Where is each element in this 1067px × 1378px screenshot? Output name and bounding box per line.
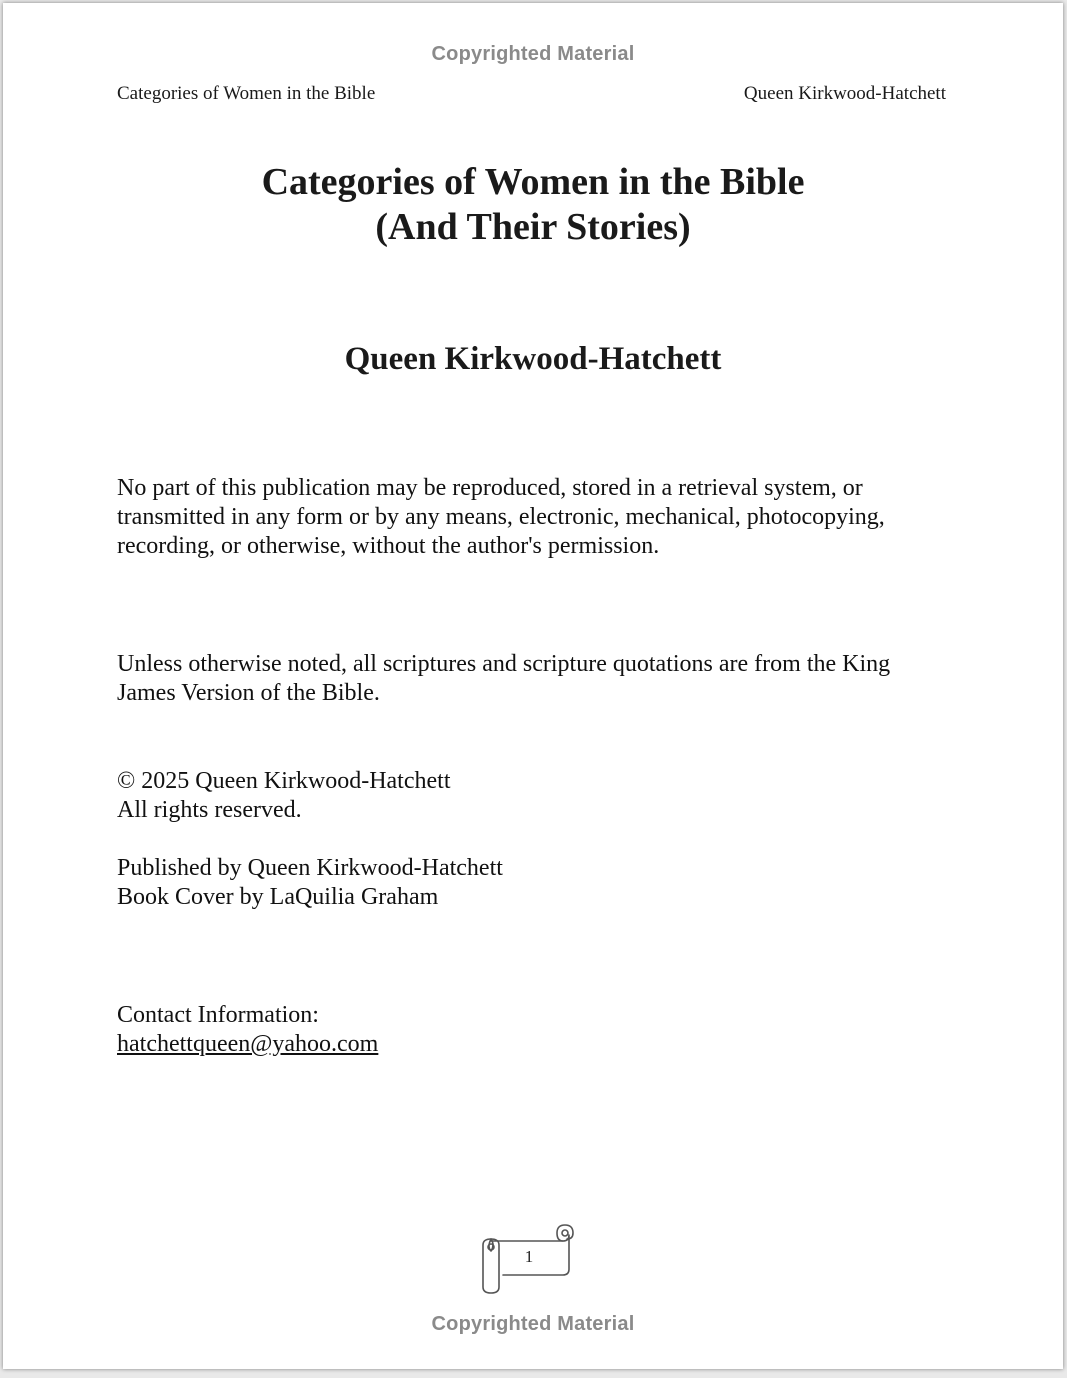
publisher-line: Published by Queen Kirkwood-Hatchett: [117, 855, 503, 881]
publishing-block: [117, 854, 947, 912]
running-head-author: Queen Kirkwood-Hatchett: [743, 83, 946, 104]
book-title: [3, 160, 1063, 250]
scripture-notice: [117, 650, 947, 708]
rights-reserved-line: All rights reserved.: [117, 797, 302, 823]
book-page: [3, 3, 1063, 1369]
copyright-block: [117, 767, 947, 825]
page-number: 1: [524, 1247, 534, 1266]
book-title-line-2: (And Their Stories): [375, 206, 691, 248]
contact-block: [117, 1001, 947, 1059]
scripture-notice-line: Unless otherwise noted, all scriptures and scripture quotations are from the King: [117, 651, 891, 677]
rights-notice-line: No part of this publication may be reproduced, stored in a retrieval system, or: [117, 475, 863, 501]
book-title-line-1: Categories of Women in the Bible: [261, 161, 805, 203]
cover-credit-line: Book Cover by LaQuilia Graham: [117, 884, 439, 910]
page-number-scroll: [477, 1217, 581, 1297]
running-head-title: Categories of Women in the Bible: [117, 83, 376, 104]
copyrighted-material-watermark-bottom: Copyrighted Material: [431, 1313, 635, 1335]
copyrighted-material-watermark-top: Copyrighted Material: [431, 43, 635, 65]
book-author: Queen Kirkwood-Hatchett: [344, 341, 722, 377]
rights-notice: [117, 474, 947, 561]
rights-notice-line: transmitted in any form or by any means, electronic, mechanical, photocopying,: [117, 504, 885, 530]
copyright-line: © 2025 Queen Kirkwood-Hatchett: [117, 768, 451, 794]
rights-notice-line: recording, or otherwise, without the author's permission.: [117, 533, 660, 559]
contact-label: Contact Information:: [117, 1002, 319, 1028]
scripture-notice-line: James Version of the Bible.: [117, 680, 380, 706]
contact-email-link[interactable]: hatchettqueen@yahoo.com: [117, 1031, 379, 1057]
